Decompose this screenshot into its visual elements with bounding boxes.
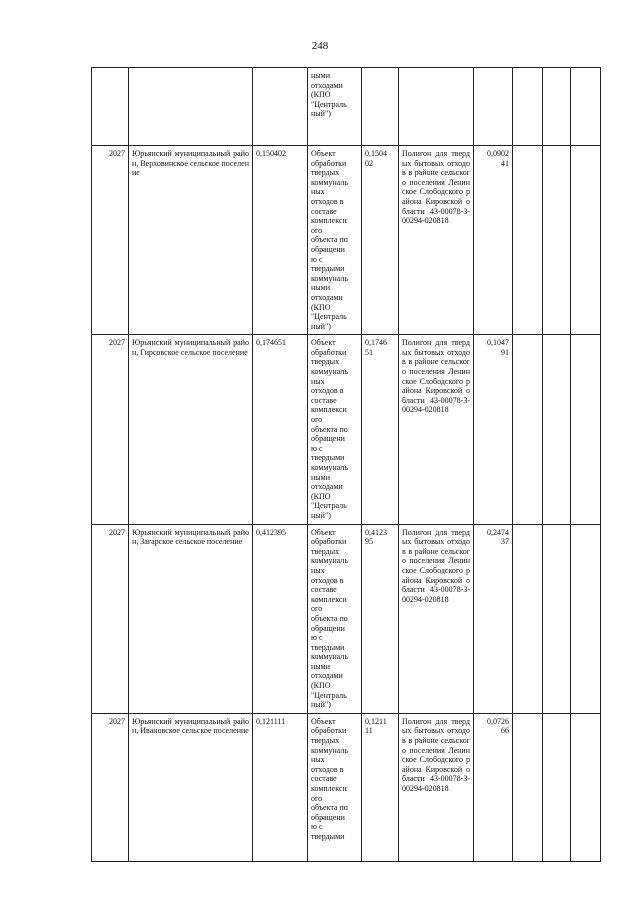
- table-row: [92, 335, 601, 524]
- table-row: [92, 68, 601, 146]
- volume-cell: [253, 68, 308, 146]
- table-row: [92, 713, 601, 861]
- territory-cell: [129, 68, 253, 146]
- destination-volume-cell: [474, 68, 513, 146]
- object-volume-cell: 0,1504 02: [362, 146, 399, 335]
- volume-cell: 0,174651: [253, 335, 308, 524]
- object-volume-cell: 0,4123 95: [362, 524, 399, 713]
- year-cell: [92, 68, 129, 146]
- page-number: 248: [311, 40, 329, 52]
- object-volume-cell: 0,1211 11: [362, 713, 399, 861]
- destination-cell: Полигон для твердых бытовых отходов в районе сельского поселения Ленинское Слободского района Кировской области 43-00078-З-00294-020818: [399, 335, 474, 524]
- object-type-cell: ными отходами (КПО "Централь ный"): [308, 68, 362, 146]
- object-volume-cell: 0,1746 51: [362, 335, 399, 524]
- empty-cell: [513, 335, 543, 524]
- object-type-cell: Объект обработки твердых коммуналь ных отходов в составе комплекси ого объекта по обращени ю с твердыми: [308, 713, 362, 861]
- year-cell: 2027: [92, 335, 129, 524]
- empty-cell: [543, 524, 571, 713]
- year-cell: 2027: [92, 713, 129, 861]
- destination-volume-cell: 0,0726 66: [474, 713, 513, 861]
- territory-cell: Юрьянский муниципальный район, Верховинское сельское поселение: [129, 146, 253, 335]
- empty-cell: [543, 146, 571, 335]
- empty-cell: [571, 713, 601, 861]
- year-cell: 2027: [92, 146, 129, 335]
- destination-volume-cell: 0,1047 91: [474, 335, 513, 524]
- object-type-cell: Объект обработки твердых коммуналь ных отходов в составе комплекси ого объекта по обращени ю с твердыми коммуналь ными отходами (КПО "Централь ный"): [308, 524, 362, 713]
- empty-cell: [571, 524, 601, 713]
- table-body: [92, 68, 601, 862]
- destination-volume-cell: 0,0902 41: [474, 146, 513, 335]
- empty-cell: [513, 146, 543, 335]
- territory-cell: Юрьянский муниципальный район, Загарское сельское поселение: [129, 524, 253, 713]
- table-row: [92, 524, 601, 713]
- table-row: [92, 146, 601, 335]
- volume-cell: 0,121111: [253, 713, 308, 861]
- destination-cell: Полигон для твердых бытовых отходов в районе сельского поселения Ленинское Слободского района Кировской области 43-00078-З-00294-020818: [399, 146, 474, 335]
- volume-cell: 0,412395: [253, 524, 308, 713]
- destination-cell: Полигон для твердых бытовых отходов в районе сельского поселения Ленинское Слободского района Кировской области 43-00078-З-00294-020818: [399, 524, 474, 713]
- empty-cell: [543, 335, 571, 524]
- year-cell: 2027: [92, 524, 129, 713]
- territory-cell: Юрьянский муниципальный район, Ивановское сельское поселение: [129, 713, 253, 861]
- destination-cell: Полигон для твердых бытовых отходов в районе сельского поселения Ленинское Слободского района Кировской области 43-00078-З-00294-020818: [399, 713, 474, 861]
- waste-flow-table: [91, 67, 601, 862]
- object-type-cell: Объект обработки твердых коммуналь ных отходов в составе комплекси ого объекта по обращени ю с твердыми коммуналь ными отходами (КПО "Централь ный"): [308, 335, 362, 524]
- destination-volume-cell: 0,2474 37: [474, 524, 513, 713]
- empty-cell: [513, 68, 543, 146]
- empty-cell: [543, 713, 571, 861]
- empty-cell: [513, 713, 543, 861]
- territory-cell: Юрьянский муниципальный район, Гирсовское сельское поселение: [129, 335, 253, 524]
- object-type-cell: Объект обработки твердых коммуналь ных отходов в составе комплекси ого объекта по обращени ю с твердыми коммуналь ными отходами (КПО "Централь ный"): [308, 146, 362, 335]
- empty-cell: [571, 68, 601, 146]
- empty-cell: [543, 68, 571, 146]
- empty-cell: [571, 146, 601, 335]
- empty-cell: [571, 335, 601, 524]
- object-volume-cell: [362, 68, 399, 146]
- destination-cell: [399, 68, 474, 146]
- volume-cell: 0,150402: [253, 146, 308, 335]
- empty-cell: [513, 524, 543, 713]
